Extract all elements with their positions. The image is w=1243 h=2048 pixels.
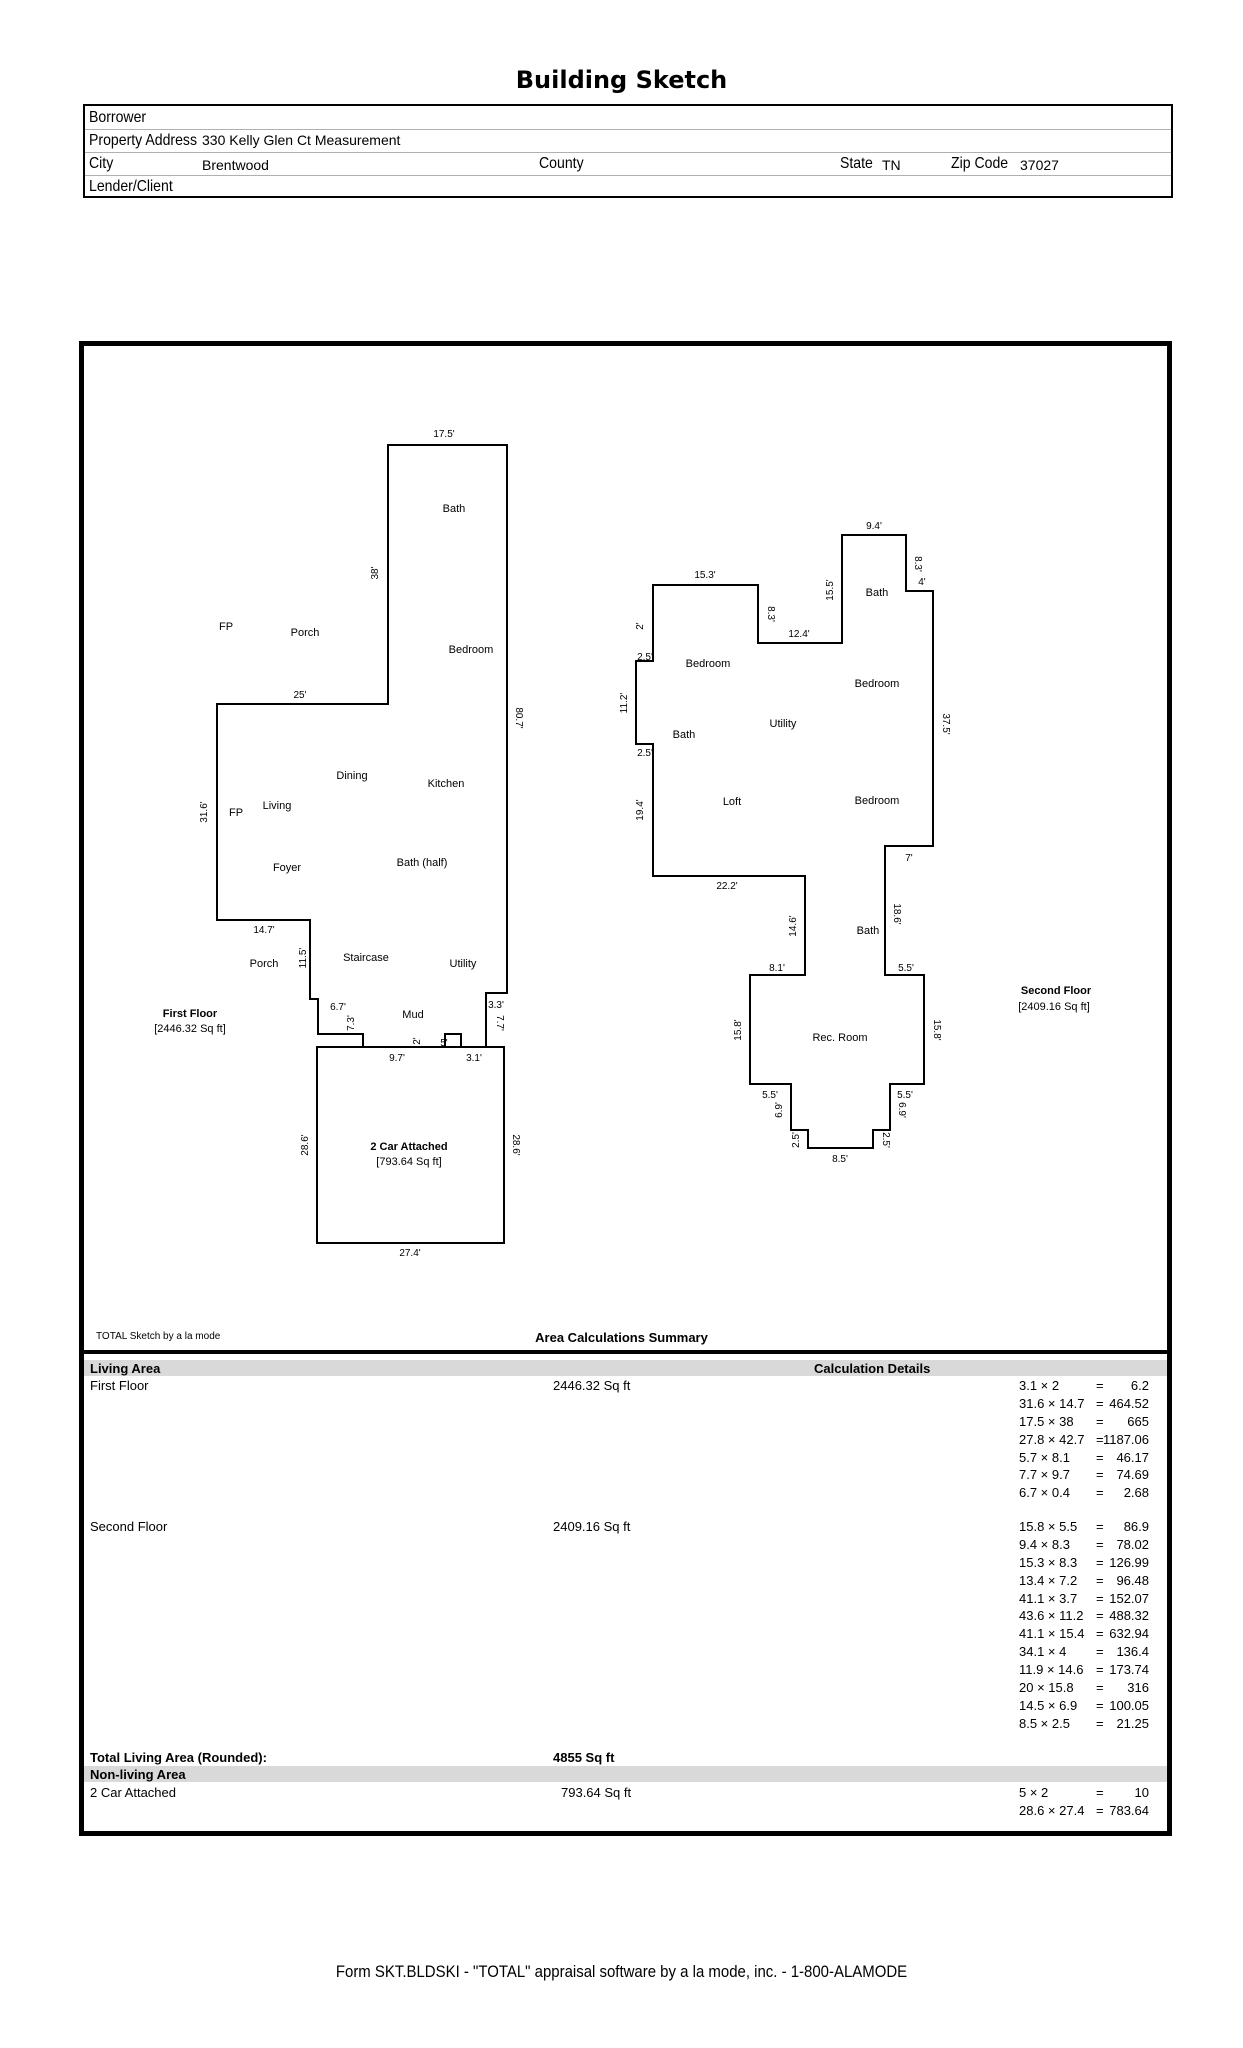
room-label: Rec. Room: [812, 1032, 868, 1044]
room-label: Bath: [442, 503, 466, 515]
dim-label: 15.3': [694, 570, 716, 581]
dim-label: 19.4': [635, 799, 646, 821]
total-living-area-label: Total Living Area (Rounded):: [90, 1750, 267, 1765]
dim-label: 11.2': [619, 692, 630, 714]
non-living-area-header-bar: [84, 1766, 1167, 1782]
detail-row: 41.1 × 3.7 = 152.07: [1019, 1590, 1149, 1606]
room-label: Bath: [672, 729, 696, 741]
detail-row: 6.7 × 0.4 = 2.68: [1019, 1485, 1149, 1501]
state-label: State: [840, 155, 873, 172]
area-calculations-title: Area Calculations Summary: [535, 1330, 708, 1345]
dim-label: 6.9': [774, 1102, 785, 1118]
room-label: Dining: [336, 770, 368, 782]
first-floor-details: [1019, 1378, 1149, 1503]
dim-label: 80.7': [513, 707, 524, 729]
page-title: Building Sketch: [515, 66, 728, 94]
dim-label: 3.1': [466, 1053, 482, 1064]
first-floor-area: [2446.32 Sq ft]: [154, 1023, 226, 1035]
room-label: Bath (half): [396, 857, 448, 869]
room-label: Mud: [402, 1009, 424, 1021]
non-living-area-label: Non-living Area: [90, 1767, 186, 1782]
county-label: County: [539, 155, 584, 172]
dim-label: 7.7': [494, 1015, 505, 1031]
dim-label: 5.5': [898, 963, 914, 974]
detail-row: 13.4 × 7.2 = 96.48: [1019, 1572, 1149, 1588]
second-floor-outline: [636, 535, 933, 1148]
room-label: Bath: [856, 925, 880, 937]
detail-row: 34.1 × 4 = 136.4: [1019, 1644, 1149, 1660]
second-floor-details: [1019, 1519, 1149, 1734]
dim-label: 17.5': [433, 429, 455, 440]
state-value: TN: [882, 157, 901, 173]
dim-label: 3.3': [488, 1000, 504, 1011]
dim-label: 18.6': [891, 903, 902, 925]
room-label: FP: [228, 807, 244, 819]
room-label: Foyer: [272, 862, 302, 874]
room-label: Porch: [249, 958, 279, 970]
detail-row: 7.7 × 9.7 = 74.69: [1019, 1467, 1149, 1483]
property-address-label: Property Address: [89, 132, 198, 149]
detail-row: 20 × 15.8 = 316: [1019, 1680, 1149, 1696]
dim-label: 2': [635, 622, 646, 630]
living-area-header-bar: [84, 1360, 1167, 1376]
dim-label: 14.7': [253, 925, 275, 936]
borrower-label: Borrower: [89, 109, 147, 126]
living-area-label: Living Area: [90, 1361, 161, 1376]
dim-label: 8.1': [769, 963, 785, 974]
dim-label: 6.9': [896, 1102, 907, 1118]
summary-divider: [79, 1350, 1172, 1354]
first-floor-label: First Floor: [90, 1378, 149, 1393]
room-label: Porch: [290, 627, 320, 639]
dim-label: 2.5': [637, 748, 653, 759]
room-label: Utility: [449, 958, 477, 970]
calc-details-label: Calculation Details: [814, 1361, 931, 1376]
second-floor-area: [2409.16 Sq ft]: [1018, 1001, 1090, 1013]
room-label: Utility: [769, 718, 797, 730]
city-label: City: [89, 155, 114, 172]
dim-label: 15.8': [931, 1019, 942, 1041]
zip-label: Zip Code: [951, 155, 1009, 172]
second-floor-label: Second Floor: [90, 1519, 168, 1534]
detail-row: 28.6 × 27.4 = 783.64: [1019, 1802, 1149, 1818]
detail-row: 43.6 × 11.2 = 488.32: [1019, 1608, 1149, 1624]
dim-label: 8.5': [832, 1154, 848, 1165]
dim-label: 2': [412, 1037, 423, 1045]
lender-label: Lender/Client: [89, 178, 173, 195]
second-floor-area-value: 2409.16 Sq ft: [553, 1519, 631, 1534]
dim-label: 7': [905, 853, 913, 864]
garage-label: 2 Car Attached: [90, 1785, 176, 1800]
detail-row: 41.1 × 15.4 = 632.94: [1019, 1626, 1149, 1642]
room-label: Loft: [722, 796, 742, 808]
first-floor-area-value: 2446.32 Sq ft: [553, 1378, 631, 1393]
dim-label: 27.4': [399, 1248, 421, 1259]
detail-row: 14.5 × 6.9 = 100.05: [1019, 1697, 1149, 1713]
dim-label: 14.6': [788, 915, 799, 937]
detail-row: 5 × 2 = 10: [1019, 1785, 1149, 1800]
city-value: Brentwood: [202, 157, 269, 173]
room-label: Staircase: [343, 952, 389, 964]
dim-label: 5': [440, 1038, 448, 1049]
dim-label: 31.6': [199, 801, 210, 823]
room-label: Kitchen: [427, 778, 465, 790]
zip-value: 37027: [1020, 157, 1059, 173]
dim-label: 22.2': [716, 881, 738, 892]
room-label: FP: [218, 621, 234, 633]
dim-label: 8.3': [765, 606, 776, 622]
detail-row: 5.7 × 8.1 = 46.17: [1019, 1449, 1149, 1465]
dim-label: 5.5': [897, 1090, 913, 1101]
dim-label: 8.3': [912, 556, 923, 572]
detail-row: 15.8 × 5.5 = 86.9: [1019, 1519, 1149, 1534]
detail-row: 15.3 × 8.3 = 126.99: [1019, 1554, 1149, 1570]
detail-row: 3.1 × 2 = 6.2: [1019, 1378, 1149, 1393]
dim-label: 11.5': [298, 947, 309, 969]
detail-row: 27.8 × 42.7 = 1187.06: [1019, 1431, 1149, 1447]
property-address-value: 330 Kelly Glen Ct Measurement: [202, 132, 401, 148]
dim-label: 38': [370, 566, 381, 580]
dim-label: 5.5': [762, 1090, 778, 1101]
room-label: Bedroom: [685, 658, 731, 670]
dim-label: 2.5': [880, 1132, 891, 1148]
garage-title: 2 Car Attached: [370, 1141, 448, 1153]
detail-row: 17.5 × 38 = 665: [1019, 1413, 1149, 1429]
room-label: Bath: [865, 587, 889, 599]
dim-label: 7.3': [346, 1015, 357, 1031]
dim-label: 37.5': [940, 713, 951, 735]
garage-area-value: 793.64 Sq ft: [561, 1785, 632, 1800]
dim-label: 28.6': [510, 1134, 521, 1156]
second-floor-title: Second Floor: [1020, 985, 1092, 997]
dim-label: 9.7': [389, 1053, 405, 1064]
detail-row: 11.9 × 14.6 = 173.74: [1019, 1662, 1149, 1678]
total-living-area-value: 4855 Sq ft: [553, 1750, 615, 1765]
first-floor-title: First Floor: [162, 1008, 218, 1020]
page-footer: Form SKT.BLDSKI - "TOTAL" appraisal software by a la mode, inc. - 1-800-ALAMODE: [335, 1962, 908, 1981]
dim-label: 28.6': [300, 1134, 311, 1156]
room-label: Bedroom: [854, 678, 900, 690]
dim-label: 2.5': [637, 652, 653, 663]
dim-label: 25': [293, 690, 307, 701]
room-label: Bedroom: [854, 795, 900, 807]
room-label: Bedroom: [448, 644, 494, 656]
dim-label: 6.7': [330, 1002, 346, 1013]
room-label: Living: [262, 800, 292, 812]
detail-row: 9.4 × 8.3 = 78.02: [1019, 1536, 1149, 1552]
dim-label: 15.5': [825, 579, 836, 601]
garage-details: [1019, 1785, 1149, 1821]
garage-area: [793.64 Sq ft]: [376, 1156, 442, 1168]
detail-row: 31.6 × 14.7 = 464.52: [1019, 1395, 1149, 1411]
sketch-credit: TOTAL Sketch by a la mode: [96, 1331, 221, 1342]
dim-label: 15.8': [733, 1019, 744, 1041]
detail-row: 8.5 × 2.5 = 21.25: [1019, 1715, 1149, 1731]
dim-label: 9.4': [866, 521, 882, 532]
dim-label: 4': [918, 577, 926, 588]
dim-label: 2.5': [791, 1132, 802, 1148]
dim-label: 12.4': [788, 629, 810, 640]
